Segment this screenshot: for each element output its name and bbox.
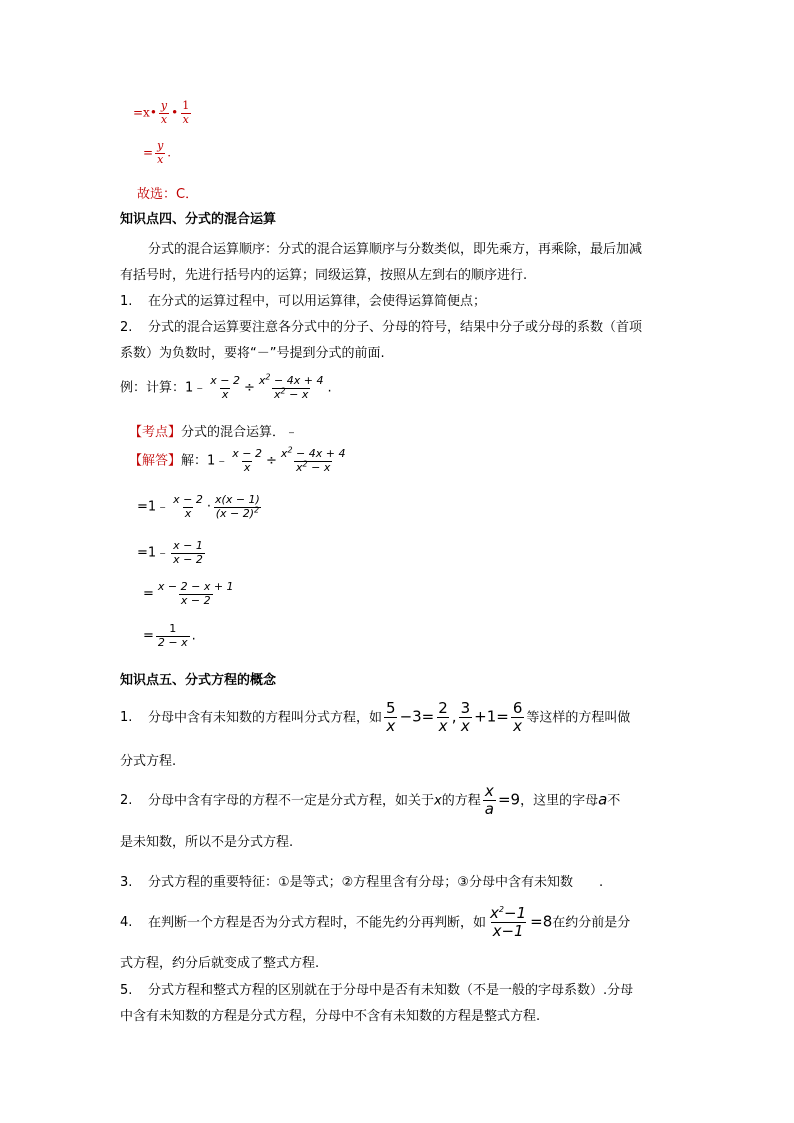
eq-fraction-6-over-x	[511, 700, 525, 736]
frac-num: 5	[386, 699, 396, 717]
item-text: 在判断一个方程是否为分式方程时，不能先约分再判断，如	[148, 915, 487, 931]
frac-den: x	[182, 112, 189, 126]
divide-operator: ÷	[266, 453, 277, 469]
frac-num: x − 1	[173, 539, 203, 552]
dot-operator: •	[171, 105, 179, 120]
item-number: 2.	[120, 793, 133, 809]
frac-num: x − 2	[173, 493, 203, 506]
frac-den: a	[484, 800, 494, 819]
divide-operator: ÷	[244, 380, 255, 396]
den-base: x	[296, 460, 303, 474]
num-exp: 2	[265, 372, 271, 382]
den-rest: − x	[307, 460, 331, 474]
section5-item-2	[120, 783, 620, 819]
step4-fraction	[156, 623, 190, 649]
num-rest: − 4x + 4	[270, 374, 324, 387]
den-rest: − x	[285, 387, 309, 401]
section-heading-5: 知识点五、分式方程的概念	[120, 673, 277, 688]
step2-fraction	[171, 540, 205, 566]
step-prefix: =	[143, 586, 154, 602]
item-text: 分母中含有字母的方程不一定是分式方程，如关于	[148, 793, 435, 809]
item-tail: 在约分前是分	[552, 915, 631, 931]
eq-rest: =8	[530, 912, 553, 931]
frac-num: 3	[460, 699, 471, 717]
frac-den: x	[386, 717, 396, 736]
eq-rest: +1=	[474, 707, 509, 726]
eq-rest: =9	[497, 790, 521, 809]
section4-item-2-line1	[120, 316, 642, 335]
eq-fraction-3-over-x	[459, 700, 473, 736]
frac-den: x	[160, 112, 168, 126]
item-number: 2.	[120, 320, 133, 335]
answer-step-4	[143, 623, 196, 649]
example-label: 例：计算：1﹣	[120, 380, 207, 396]
item-number: 3.	[120, 875, 133, 890]
variable-x: x	[434, 793, 442, 809]
item-text: 分母中含有未知数的方程叫分式方程，如	[148, 710, 383, 726]
period: .	[598, 875, 604, 890]
answer-choice: 故选：C．	[137, 187, 199, 202]
item-number: 1.	[120, 294, 133, 309]
item-tail: ，这里的字母	[520, 793, 599, 809]
section4-item-2-line2: 系数）为负数时，要将“－”号提到分式的前面.	[120, 346, 385, 361]
period: .	[191, 628, 196, 644]
key-point-line	[129, 421, 298, 440]
item-text: 在分式的运算过程中，可以用运算律，会使得运算简便点；	[148, 294, 487, 309]
item-text: 分式的混合运算要注意各分式中的分子、分母的符号，结果中分子或分母的系数（首项	[148, 320, 643, 335]
frac-num: 1	[169, 622, 177, 635]
frac-den: x	[243, 460, 251, 474]
step-prefix: =1﹣	[137, 545, 170, 561]
key-point-tag: 【考点】	[129, 425, 182, 440]
frac-den: x−1	[492, 922, 524, 941]
frac-den: x	[513, 717, 523, 736]
solution-step-1	[133, 100, 193, 126]
section5-item-5-line1	[120, 979, 633, 998]
frac-num: y	[160, 99, 168, 112]
answer-prefix: 解：1﹣	[181, 453, 229, 469]
num-exp: 2	[498, 905, 504, 914]
item-text-mid: 的方程	[441, 793, 481, 809]
step2-prefix: =	[143, 145, 154, 160]
section5-item-4-line2: 式方程，约分后就变成了整式方程.	[120, 956, 320, 971]
frac-num: x − 2	[210, 374, 240, 387]
eq-fraction-x2-1-over-x-1	[488, 905, 528, 941]
frac-num: y	[157, 139, 164, 152]
step3-fraction	[156, 581, 236, 607]
answer-fraction-1	[230, 448, 264, 474]
section5-item-4	[120, 905, 630, 941]
section5-item-3	[120, 871, 603, 890]
den-exp: 2	[280, 385, 286, 395]
key-point-text: 分式的混合运算．﹣	[181, 425, 299, 440]
frac-den: x	[438, 717, 448, 736]
section-heading-4: 知识点四、分式的混合运算	[120, 212, 277, 227]
num-base: x	[280, 447, 288, 460]
answer-tag: 【解答】	[129, 453, 182, 469]
solution-step-2	[143, 140, 171, 166]
frac-num: 2	[438, 699, 448, 717]
fraction-y-over-x	[159, 100, 169, 126]
frac-den: x − 2	[173, 552, 203, 566]
eq-fraction-2-over-x	[436, 700, 450, 736]
frac-den: x	[221, 387, 229, 401]
eq-fraction-5-over-x	[384, 700, 398, 736]
item-text: 分式方程的重要特征：①是等式；②方程里含有分母；③分母中含有未知数	[148, 875, 573, 890]
example-fraction-2	[257, 372, 326, 401]
frac-den: x	[157, 152, 164, 166]
fraction-1-over-x	[180, 100, 191, 126]
step-prefix: =1﹣	[137, 499, 170, 515]
example-fraction-1	[208, 375, 242, 401]
item-tail: 等这样的方程叫做	[526, 710, 631, 726]
num-base: x	[258, 374, 266, 387]
variable-a: a	[598, 790, 608, 809]
fraction-y-over-x	[155, 140, 165, 166]
section5-item-5-line2: 中含有未知数的方程是分式方程，分母中不含有未知数的方程是整式方程.	[120, 1009, 541, 1024]
period: .	[327, 380, 332, 396]
answer-step-1	[137, 494, 264, 520]
frac-num: 6	[512, 699, 523, 717]
frac-num: 1	[182, 99, 190, 112]
section5-item-1-line2: 分式方程.	[120, 754, 177, 769]
step-prefix: =	[143, 628, 154, 644]
item-number: 1.	[120, 710, 133, 726]
section4-para-line1: 分式的混合运算顺序：分式的混合运算顺序与分数类似，即先乘方，再乘除，最后加减	[148, 242, 643, 257]
answer-step-3	[143, 581, 238, 607]
multiply-operator: ·	[206, 499, 212, 515]
item-text: 分式方程和整式方程的区别就在于分母中是否有未知数（不是一般的字母系数）.分母	[148, 983, 634, 998]
section5-item-2-line2: 是未知数，所以不是分式方程.	[120, 835, 294, 850]
den-base: x	[274, 387, 281, 401]
answer-fraction-2	[279, 445, 348, 474]
step1-fraction-1	[171, 494, 205, 520]
den-exp: 2	[302, 458, 308, 468]
frac-den: x	[460, 717, 470, 736]
item-tail-end: 不	[607, 793, 621, 809]
num-exp: 2	[287, 445, 293, 455]
example-expression	[120, 372, 332, 401]
frac-num: x(x − 1)	[215, 493, 260, 506]
answer-line	[129, 445, 349, 474]
section5-item-1	[120, 700, 630, 736]
den-exp: 2	[254, 504, 260, 514]
step1-prefix: =x•	[133, 105, 157, 120]
section4-item-1	[120, 290, 486, 309]
eq-rest: −3=	[399, 707, 435, 726]
period: .	[167, 145, 172, 160]
frac-den: 2 − x	[157, 635, 188, 649]
den-base: (x − 2)	[215, 506, 255, 520]
frac-num: x − 2	[232, 447, 263, 460]
section4-para-line2: 有括号时，先进行括号内的运算；同级运算，按照从左到右的顺序进行.	[120, 268, 528, 283]
item-number: 5.	[120, 983, 133, 998]
frac-den: x	[184, 506, 192, 520]
num-rest: − 4x + 4	[292, 447, 346, 460]
item-number: 4.	[120, 915, 133, 931]
frac-den: x − 2	[180, 593, 211, 607]
separator: ,	[451, 707, 457, 726]
frac-num: x − 2 − x + 1	[157, 580, 234, 593]
step1-fraction-2	[213, 494, 262, 520]
answer-step-2	[137, 540, 207, 566]
num-base: x	[490, 904, 499, 922]
num-rest: −1	[504, 904, 527, 922]
frac-num: x	[484, 782, 494, 800]
eq-fraction-x-over-a	[483, 783, 496, 819]
